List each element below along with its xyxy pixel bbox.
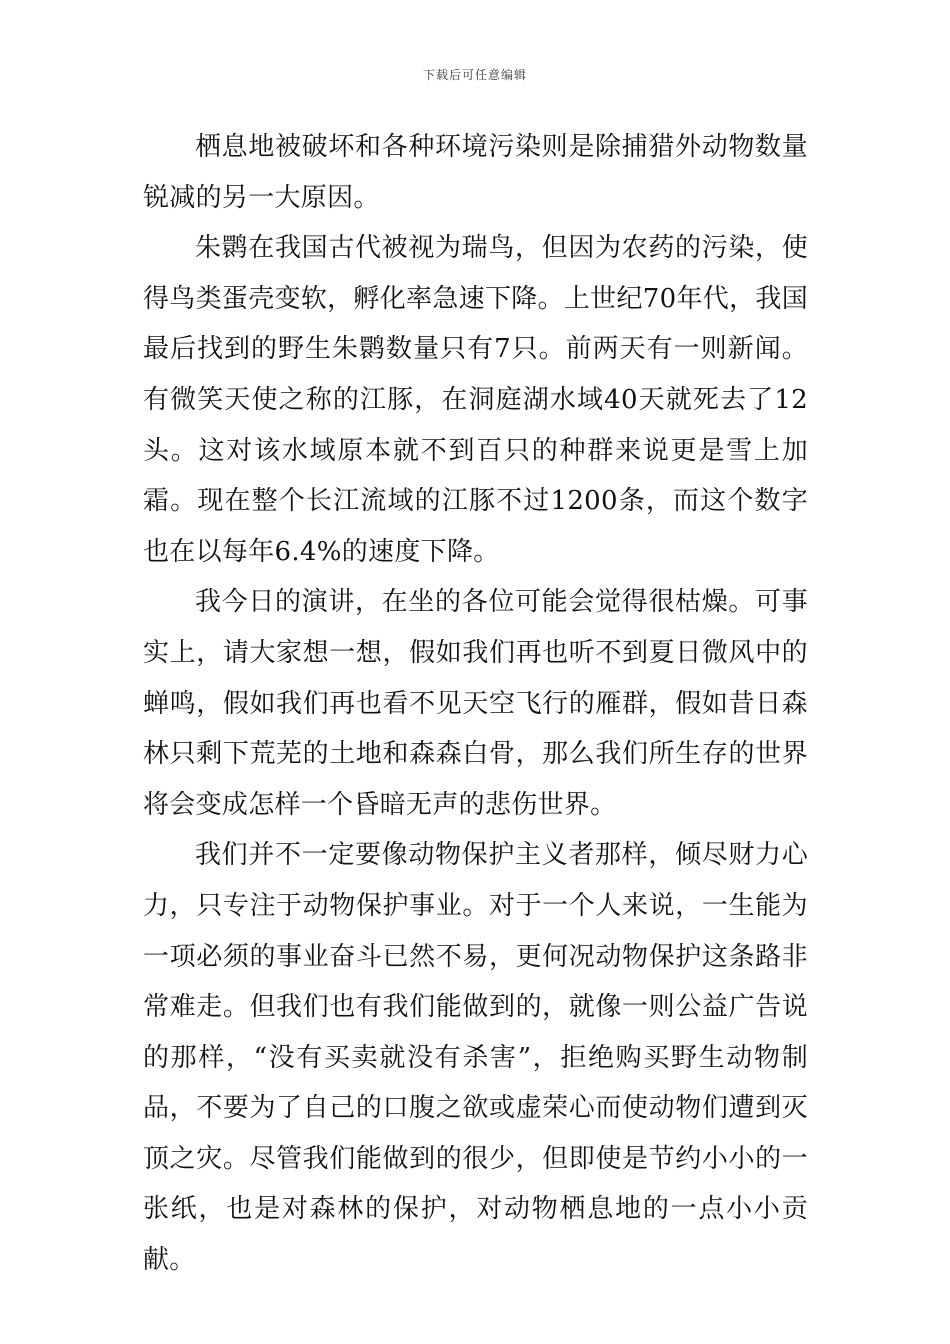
- paragraph: 朱鹮在我国古代被视为瑞鸟，但因为农药的污染，使得鸟类蛋壳变软，孵化率急速下降。上世纪70年代，我国最后找到的野生朱鹮数量只有7只。前两天有一则新闻。有微笑天使之称的江豚，在洞庭湖水域40天就死去了12头。这对该水域原本就不到百只的种群来说更是雪上加霜。现在整个长江流域的江豚不过1200条，而这个数字也在以每年6.4%的速度下降。: [143, 233, 808, 567]
- header-note: 下载后可任意编辑: [422, 68, 527, 82]
- paragraph: 我们并不一定要像动物保护主义者那样，倾尽财力心力，只专注于动物保护事业。对于一个人来说，一生能为一项必须的事业奋斗已然不易，更何况动物保护这条路非常难走。但我们也有我们能做到的，就像一则公益广告说的那样，“没有买卖就没有杀害”，拒绝购买野生动物制品，不要为了自己的口腹之欲或虚荣心而使动物们遭到灭顶之灾。尽管我们能做到的很少，但即使是节约小小的一张纸，也是对森林的保护，对动物栖息地的一点小小贡献。: [143, 840, 808, 1276]
- paragraph: 栖息地被破坏和各种环境污染则是除捕猎外动物数量锐减的另一大原因。: [143, 132, 808, 213]
- paragraph: 我今日的演讲，在坐的各位可能会觉得很枯燥。可事实上，请大家想一想，假如我们再也听不到夏日微风中的蝉鸣，假如我们再也看不见天空飞行的雁群，假如昔日森林只剩下荒芜的土地和森森白骨，那么我们所生存的世界将会变成怎样一个昏暗无声的悲伤世界。: [143, 587, 808, 820]
- document-body: [143, 122, 808, 1286]
